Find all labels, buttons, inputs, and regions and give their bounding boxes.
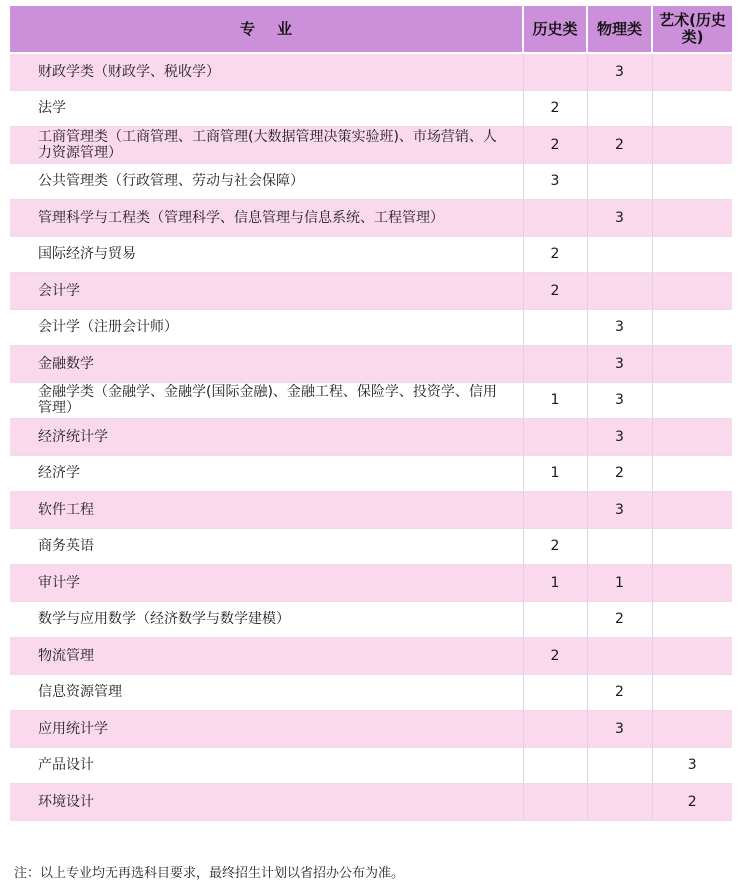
cell-major: 信息资源管理 xyxy=(10,674,523,711)
cell-art-history xyxy=(652,273,732,310)
cell-art-history xyxy=(652,528,732,565)
table-row xyxy=(10,492,732,529)
cell-history: 1 xyxy=(523,565,587,602)
cell-history xyxy=(523,747,587,784)
table-row xyxy=(10,784,732,821)
cell-major: 金融学类（金融学、金融学(国际金融)、金融工程、保险学、投资学、信用管理） xyxy=(10,382,523,419)
cell-history xyxy=(523,492,587,529)
cell-history xyxy=(523,711,587,748)
cell-major: 工商管理类（工商管理、工商管理(大数据管理决策实验班)、市场营销、人力资源管理） xyxy=(10,127,523,164)
cell-physics: 2 xyxy=(587,601,652,638)
cell-major: 环境设计 xyxy=(10,784,523,821)
cell-art-history xyxy=(652,127,732,164)
cell-major: 金融数学 xyxy=(10,346,523,383)
cell-major: 财政学类（财政学、税收学） xyxy=(10,53,523,90)
cell-physics: 3 xyxy=(587,382,652,419)
cell-history xyxy=(523,784,587,821)
cell-major: 物流管理 xyxy=(10,638,523,675)
cell-art-history xyxy=(652,163,732,200)
table-row xyxy=(10,638,732,675)
header-art-history: 艺术(历史类) xyxy=(652,6,732,53)
cell-history xyxy=(523,674,587,711)
cell-art-history xyxy=(652,638,732,675)
cell-history: 2 xyxy=(523,236,587,273)
cell-history: 2 xyxy=(523,127,587,164)
table-row xyxy=(10,200,732,237)
cell-physics: 3 xyxy=(587,711,652,748)
cell-major: 审计学 xyxy=(10,565,523,602)
cell-major: 软件工程 xyxy=(10,492,523,529)
cell-physics: 3 xyxy=(587,346,652,383)
table-row xyxy=(10,127,732,164)
table-row xyxy=(10,565,732,602)
cell-major: 会计学（注册会计师） xyxy=(10,309,523,346)
cell-physics: 2 xyxy=(587,455,652,492)
cell-major: 数学与应用数学（经济数学与数学建模） xyxy=(10,601,523,638)
cell-art-history xyxy=(652,492,732,529)
header-history: 历史类 xyxy=(523,6,587,53)
cell-history: 3 xyxy=(523,163,587,200)
header-physics: 物理类 xyxy=(587,6,652,53)
cell-major: 公共管理类（行政管理、劳动与社会保障） xyxy=(10,163,523,200)
cell-major: 法学 xyxy=(10,90,523,127)
table-row xyxy=(10,346,732,383)
cell-art-history xyxy=(652,674,732,711)
table-row xyxy=(10,674,732,711)
cell-art-history xyxy=(652,90,732,127)
cell-major: 管理科学与工程类（管理科学、信息管理与信息系统、工程管理） xyxy=(10,200,523,237)
table-row xyxy=(10,163,732,200)
cell-major: 商务英语 xyxy=(10,528,523,565)
cell-history xyxy=(523,200,587,237)
table-row xyxy=(10,382,732,419)
cell-history: 2 xyxy=(523,638,587,675)
cell-major: 经济统计学 xyxy=(10,419,523,456)
enrollment-plan-table xyxy=(10,6,732,821)
cell-physics: 3 xyxy=(587,200,652,237)
cell-physics: 1 xyxy=(587,565,652,602)
table-row xyxy=(10,747,732,784)
cell-physics: 3 xyxy=(587,419,652,456)
table-row xyxy=(10,711,732,748)
cell-history: 1 xyxy=(523,382,587,419)
cell-history: 1 xyxy=(523,455,587,492)
cell-art-history xyxy=(652,53,732,90)
table-row xyxy=(10,90,732,127)
header-major: 专业 xyxy=(10,6,523,53)
table-row xyxy=(10,53,732,90)
cell-physics: 2 xyxy=(587,127,652,164)
cell-major: 会计学 xyxy=(10,273,523,310)
cell-art-history xyxy=(652,601,732,638)
cell-art-history xyxy=(652,455,732,492)
cell-physics xyxy=(587,236,652,273)
cell-history xyxy=(523,309,587,346)
cell-art-history xyxy=(652,711,732,748)
cell-art-history xyxy=(652,309,732,346)
cell-art-history xyxy=(652,346,732,383)
cell-art-history: 3 xyxy=(652,747,732,784)
cell-history: 2 xyxy=(523,90,587,127)
table-row xyxy=(10,528,732,565)
cell-major: 应用统计学 xyxy=(10,711,523,748)
cell-art-history xyxy=(652,382,732,419)
cell-history xyxy=(523,346,587,383)
cell-physics: 2 xyxy=(587,674,652,711)
table-row xyxy=(10,309,732,346)
table-header-row xyxy=(10,6,732,53)
cell-physics xyxy=(587,747,652,784)
table-row xyxy=(10,419,732,456)
cell-art-history: 2 xyxy=(652,784,732,821)
table-row xyxy=(10,273,732,310)
cell-history xyxy=(523,53,587,90)
table-body xyxy=(10,53,732,820)
cell-art-history xyxy=(652,200,732,237)
cell-major: 经济学 xyxy=(10,455,523,492)
cell-art-history xyxy=(652,419,732,456)
cell-art-history xyxy=(652,565,732,602)
cell-physics: 3 xyxy=(587,53,652,90)
cell-physics xyxy=(587,273,652,310)
cell-physics xyxy=(587,784,652,821)
cell-physics xyxy=(587,528,652,565)
cell-physics xyxy=(587,90,652,127)
cell-physics: 3 xyxy=(587,309,652,346)
footnote: 注：以上专业均无再选科目要求，最终招生计划以省招办公布为准。 xyxy=(14,866,405,881)
table-row xyxy=(10,455,732,492)
cell-art-history xyxy=(652,236,732,273)
cell-physics xyxy=(587,163,652,200)
table-row xyxy=(10,601,732,638)
cell-physics: 3 xyxy=(587,492,652,529)
cell-history xyxy=(523,419,587,456)
cell-physics xyxy=(587,638,652,675)
cell-major: 产品设计 xyxy=(10,747,523,784)
cell-history xyxy=(523,601,587,638)
cell-history: 2 xyxy=(523,528,587,565)
table-row xyxy=(10,236,732,273)
cell-history: 2 xyxy=(523,273,587,310)
cell-major: 国际经济与贸易 xyxy=(10,236,523,273)
